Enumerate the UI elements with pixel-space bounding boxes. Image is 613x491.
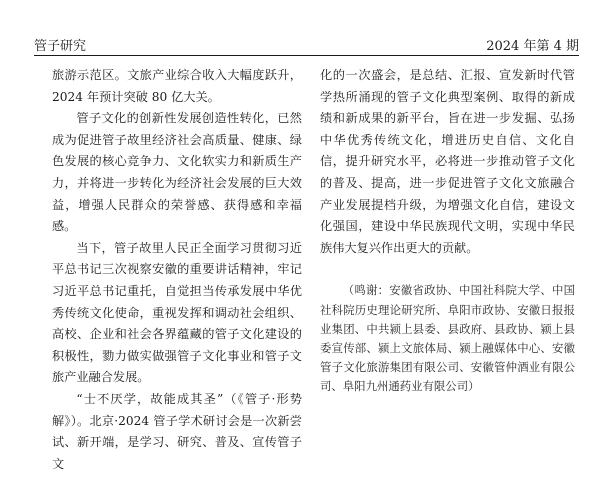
paragraph: 当下，管子故里人民正全面学习贯彻习近平总书记三次视察安徽的重要讲话精神，牢记习近平总书记重托，自觉担当传承发展中华优秀传统文化使命，重视发挥和调动社会组织、高校、企业和社会各界蕴藏的管子文化建设的积极性，勠力做实做强管子文化事业和管子文旅产业融合发展。 — [52, 240, 302, 385]
paragraph-continued: 旅游示范区。文旅产业综合收入大幅度跃升，2024 年预计突破 80 亿大关。 — [52, 68, 302, 104]
page-header — [34, 33, 579, 56]
right-column — [320, 65, 575, 397]
journal-name: 管子研究 — [34, 39, 87, 54]
acknowledgement-note: （鸣谢：安徽省政协、中国社科院大学、中国社科院历史理论研究所、阜阳市政协、安徽日报报业集团、中共颍上县委、县政府、县政协、颍上县委宣传部、颍上文旅体局、颍上融媒体中心、安徽管子文化旅游集团有限公司、安徽管仲酒业有限公司、阜阳九州通药业有限公司） — [320, 283, 575, 394]
paragraph-continued: 化的一次盛会，是总结、汇报、宣发新时代管学热所涌现的管子文化典型案例、取得的新成绩和新成果的新平台，旨在进一步发掘、弘扬中华优秀传统文化，增进历史自信、文化自信，提升研究水平，必将进一步推动管子文化的普及、提高，进一步促进管子文化文旅融合产业发展提档升级，为增强文化自信，建设文化强国，建设中华民族现代文明，实现中华民族伟大复兴作出更大的贡献。 — [320, 68, 575, 255]
paragraph: “士不厌学，故能成其圣”（《管子·形势解》）。北京·2024 管子学术研讨会是一次新尝试、新开端，是学习、研究、普及、宣传管子文 — [52, 391, 302, 471]
issue-number: 2024 年第 4 期 — [486, 39, 579, 54]
left-column — [52, 65, 302, 475]
paragraph: 管子文化的创新性发展创造性转化，已然成为促进管子故里经济社会高质量、健康、绿色发展的核心竞争力、文化软实力和新质生产力，并将进一步转化为经济社会发展的巨大效益，增强人民群众的荣誉感、获得感和幸福感。 — [52, 111, 302, 234]
